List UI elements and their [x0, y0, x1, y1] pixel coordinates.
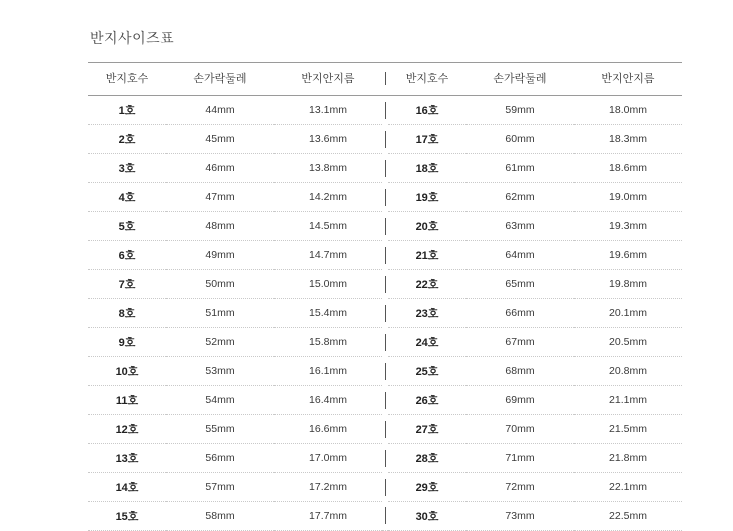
table-body: [88, 96, 682, 531]
cell-ring-number-right: 22호: [388, 270, 466, 299]
cell-finger-circumference-right: 72mm: [466, 473, 574, 502]
vertical-divider-icon: [385, 189, 386, 206]
cell-ring-number-left: 9호: [88, 328, 166, 357]
cell-inner-diameter-right: 22.1mm: [574, 473, 682, 502]
cell-inner-diameter-left: 16.1mm: [274, 357, 382, 386]
cell-ring-number-right: 20호: [388, 212, 466, 241]
cell-inner-diameter-right: 19.8mm: [574, 270, 682, 299]
cell-inner-diameter-left: 16.6mm: [274, 415, 382, 444]
column-header-finger-circumference-right: 손가락둘레: [466, 63, 574, 96]
vertical-divider-icon: [385, 218, 386, 235]
cell-finger-circumference-right: 65mm: [466, 270, 574, 299]
table-row: [88, 357, 682, 386]
cell-finger-circumference-left: 47mm: [166, 183, 274, 212]
cell-finger-circumference-left: 46mm: [166, 154, 274, 183]
column-header-inner-diameter-left: 반지안지름: [274, 63, 382, 96]
cell-ring-number-left: 5호: [88, 212, 166, 241]
cell-finger-circumference-left: 50mm: [166, 270, 274, 299]
cell-finger-circumference-left: 49mm: [166, 241, 274, 270]
cell-ring-number-left: 12호: [88, 415, 166, 444]
vertical-divider-icon: [385, 131, 386, 148]
cell-inner-diameter-right: 18.3mm: [574, 125, 682, 154]
cell-inner-diameter-left: 13.6mm: [274, 125, 382, 154]
vertical-divider-icon: [385, 72, 386, 85]
table-row: [88, 96, 682, 125]
cell-ring-number-right: 27호: [388, 415, 466, 444]
cell-ring-number-right: 30호: [388, 502, 466, 531]
cell-ring-number-right: 25호: [388, 357, 466, 386]
cell-ring-number-left: 15호: [88, 502, 166, 531]
cell-ring-number-right: 29호: [388, 473, 466, 502]
cell-inner-diameter-left: 14.7mm: [274, 241, 382, 270]
vertical-divider-icon: [385, 305, 386, 322]
cell-inner-diameter-left: 16.4mm: [274, 386, 382, 415]
cell-ring-number-right: 19호: [388, 183, 466, 212]
cell-inner-diameter-right: 20.1mm: [574, 299, 682, 328]
cell-finger-circumference-left: 51mm: [166, 299, 274, 328]
cell-finger-circumference-left: 55mm: [166, 415, 274, 444]
column-header-ring-number-right: 반지호수: [388, 63, 466, 96]
cell-ring-number-left: 6호: [88, 241, 166, 270]
cell-ring-number-left: 8호: [88, 299, 166, 328]
cell-ring-number-left: 2호: [88, 125, 166, 154]
cell-finger-circumference-right: 60mm: [466, 125, 574, 154]
vertical-divider-icon: [385, 334, 386, 351]
cell-ring-number-right: 18호: [388, 154, 466, 183]
table-row: [88, 415, 682, 444]
vertical-divider-icon: [385, 363, 386, 380]
column-header-inner-diameter-right: 반지안지름: [574, 63, 682, 96]
cell-inner-diameter-right: 21.8mm: [574, 444, 682, 473]
cell-inner-diameter-left: 14.5mm: [274, 212, 382, 241]
cell-finger-circumference-right: 63mm: [466, 212, 574, 241]
column-header-ring-number-left: 반지호수: [88, 63, 166, 96]
cell-finger-circumference-right: 66mm: [466, 299, 574, 328]
cell-inner-diameter-right: 19.0mm: [574, 183, 682, 212]
table-row: [88, 183, 682, 212]
cell-finger-circumference-left: 52mm: [166, 328, 274, 357]
ring-size-table: [88, 62, 682, 531]
cell-ring-number-left: 11호: [88, 386, 166, 415]
vertical-divider-icon: [385, 247, 386, 264]
cell-finger-circumference-left: 44mm: [166, 96, 274, 125]
cell-finger-circumference-left: 58mm: [166, 502, 274, 531]
page-title: 반지사이즈표: [90, 30, 175, 46]
vertical-divider-icon: [385, 392, 386, 409]
cell-inner-diameter-right: 18.0mm: [574, 96, 682, 125]
cell-ring-number-right: 26호: [388, 386, 466, 415]
table-row: [88, 502, 682, 531]
cell-finger-circumference-right: 69mm: [466, 386, 574, 415]
cell-inner-diameter-left: 13.1mm: [274, 96, 382, 125]
cell-ring-number-left: 7호: [88, 270, 166, 299]
cell-inner-diameter-left: 15.4mm: [274, 299, 382, 328]
cell-inner-diameter-left: 17.2mm: [274, 473, 382, 502]
cell-ring-number-left: 3호: [88, 154, 166, 183]
cell-finger-circumference-right: 71mm: [466, 444, 574, 473]
cell-ring-number-right: 16호: [388, 96, 466, 125]
cell-ring-number-left: 1호: [88, 96, 166, 125]
cell-finger-circumference-right: 68mm: [466, 357, 574, 386]
cell-finger-circumference-right: 62mm: [466, 183, 574, 212]
vertical-divider-icon: [385, 421, 386, 438]
cell-finger-circumference-right: 59mm: [466, 96, 574, 125]
cell-inner-diameter-right: 19.6mm: [574, 241, 682, 270]
cell-ring-number-left: 13호: [88, 444, 166, 473]
cell-finger-circumference-right: 64mm: [466, 241, 574, 270]
cell-finger-circumference-left: 48mm: [166, 212, 274, 241]
cell-ring-number-right: 21호: [388, 241, 466, 270]
cell-finger-circumference-left: 57mm: [166, 473, 274, 502]
cell-inner-diameter-left: 15.0mm: [274, 270, 382, 299]
cell-inner-diameter-right: 21.5mm: [574, 415, 682, 444]
cell-finger-circumference-right: 67mm: [466, 328, 574, 357]
vertical-divider-icon: [385, 160, 386, 177]
cell-inner-diameter-right: 20.5mm: [574, 328, 682, 357]
table-header: [88, 63, 682, 96]
cell-ring-number-right: 28호: [388, 444, 466, 473]
cell-ring-number-right: 17호: [388, 125, 466, 154]
vertical-divider-icon: [385, 102, 386, 119]
table-row: [88, 328, 682, 357]
table-row: [88, 444, 682, 473]
table-row: [88, 386, 682, 415]
vertical-divider-icon: [385, 450, 386, 467]
cell-finger-circumference-left: 56mm: [166, 444, 274, 473]
vertical-divider-icon: [385, 479, 386, 496]
table-row: [88, 299, 682, 328]
cell-inner-diameter-right: 21.1mm: [574, 386, 682, 415]
table-header-row: [88, 63, 682, 96]
cell-inner-diameter-right: 19.3mm: [574, 212, 682, 241]
cell-inner-diameter-right: 18.6mm: [574, 154, 682, 183]
cell-finger-circumference-right: 70mm: [466, 415, 574, 444]
cell-finger-circumference-left: 45mm: [166, 125, 274, 154]
cell-inner-diameter-right: 22.5mm: [574, 502, 682, 531]
column-header-finger-circumference-left: 손가락둘레: [166, 63, 274, 96]
cell-inner-diameter-right: 20.8mm: [574, 357, 682, 386]
cell-inner-diameter-left: 17.0mm: [274, 444, 382, 473]
cell-inner-diameter-left: 13.8mm: [274, 154, 382, 183]
cell-ring-number-left: 4호: [88, 183, 166, 212]
table-row: [88, 270, 682, 299]
table-row: [88, 212, 682, 241]
cell-ring-number-left: 10호: [88, 357, 166, 386]
cell-ring-number-right: 24호: [388, 328, 466, 357]
cell-finger-circumference-left: 53mm: [166, 357, 274, 386]
cell-finger-circumference-right: 73mm: [466, 502, 574, 531]
cell-inner-diameter-left: 17.7mm: [274, 502, 382, 531]
table-row: [88, 125, 682, 154]
table-row: [88, 241, 682, 270]
cell-ring-number-right: 23호: [388, 299, 466, 328]
cell-ring-number-left: 14호: [88, 473, 166, 502]
vertical-divider-icon: [385, 507, 386, 524]
vertical-divider-icon: [385, 276, 386, 293]
cell-inner-diameter-left: 15.8mm: [274, 328, 382, 357]
cell-finger-circumference-right: 61mm: [466, 154, 574, 183]
table-row: [88, 154, 682, 183]
table-row: [88, 473, 682, 502]
cell-inner-diameter-left: 14.2mm: [274, 183, 382, 212]
cell-finger-circumference-left: 54mm: [166, 386, 274, 415]
